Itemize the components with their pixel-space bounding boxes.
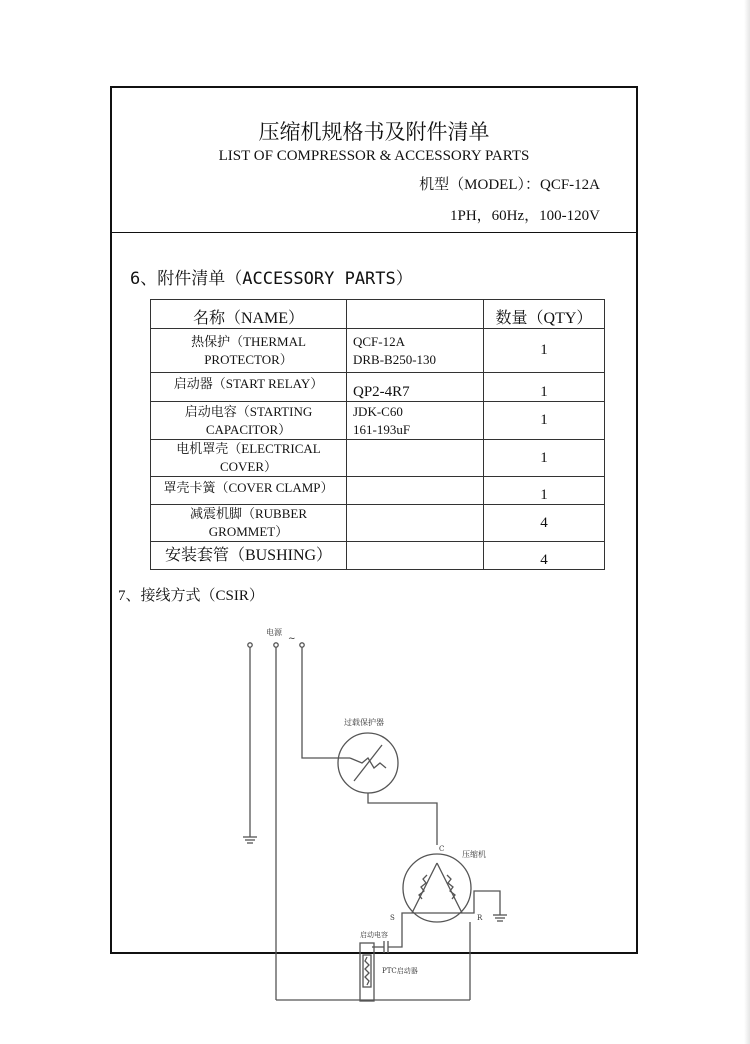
ptc-relay-box bbox=[360, 943, 374, 1001]
power-label: 电源 bbox=[266, 628, 282, 637]
terminal-r-label: R bbox=[477, 914, 483, 922]
spec-line-2: 161-193uF bbox=[353, 421, 411, 437]
model-line: 机型（MODEL）：QCF-12A bbox=[419, 177, 600, 193]
name-line-1: 启动电容（STARTING bbox=[184, 403, 313, 419]
column-header-spec bbox=[347, 300, 484, 329]
ptc-label: PTC启动器 bbox=[382, 967, 418, 975]
power-line: 1PH，60Hz，100-120V bbox=[450, 208, 600, 224]
header-divider bbox=[112, 232, 636, 233]
spec-line-1: QCF-12A bbox=[353, 333, 406, 349]
page-edge bbox=[744, 0, 750, 1044]
ac-symbol: ~ bbox=[288, 634, 296, 644]
name-line-2: CAPACITOR） bbox=[205, 421, 292, 437]
wiring-diagram bbox=[242, 613, 532, 975]
power-terminal-neutral bbox=[300, 643, 304, 647]
spec-line-1: JDK-C60 bbox=[353, 403, 403, 419]
column-header-name: 名称（NAME） bbox=[151, 300, 347, 329]
section-7-heading: 7、接线方式（CSIR） bbox=[118, 588, 264, 604]
name-cell bbox=[151, 477, 347, 505]
spec-cell bbox=[347, 373, 484, 402]
qty-cell: 4 bbox=[484, 505, 605, 542]
spec-line-1: QP2-4R7 bbox=[353, 384, 410, 400]
qty-cell: 1 bbox=[484, 402, 605, 440]
protector-to-c-wire bbox=[368, 793, 437, 845]
table-row bbox=[151, 440, 605, 477]
table-row bbox=[151, 505, 605, 542]
name-line-1: 电机罩壳（ELECTRICAL bbox=[176, 441, 321, 456]
ground-symbol-left bbox=[243, 837, 257, 843]
column-header-qty: 数量（QTY） bbox=[484, 300, 605, 329]
table-row bbox=[151, 477, 605, 505]
title-english: LIST OF COMPRESSOR & ACCESSORY PARTS bbox=[218, 148, 530, 164]
spec-cell bbox=[347, 329, 484, 373]
spec-sheet-frame bbox=[110, 86, 638, 975]
qty-cell: 1 bbox=[484, 440, 605, 477]
qty-cell: 1 bbox=[484, 373, 605, 402]
name-line-1: 安装套管（BUSHING） bbox=[164, 546, 333, 564]
terminal-s-label: S bbox=[390, 914, 395, 922]
spec-cell bbox=[347, 402, 484, 440]
name-cell bbox=[151, 505, 347, 542]
protector-bimetal bbox=[354, 745, 382, 781]
name-line-1: 热保护（THERMAL bbox=[191, 333, 306, 349]
qty-cell: 4 bbox=[484, 542, 605, 570]
accessory-table bbox=[150, 299, 605, 570]
spec-cell bbox=[347, 505, 484, 542]
table-header-row bbox=[151, 300, 605, 329]
compressor-label: 压缩机 bbox=[462, 850, 486, 859]
name-cell bbox=[151, 329, 347, 373]
name-cell bbox=[151, 542, 347, 570]
capacitor-label: 启动电容 bbox=[360, 931, 388, 939]
name-cell bbox=[151, 373, 347, 402]
qty-cell: 1 bbox=[484, 329, 605, 373]
start-capacitor bbox=[384, 941, 388, 953]
name-cell bbox=[151, 402, 347, 440]
power-terminal-ground bbox=[248, 643, 252, 647]
power-terminal-line bbox=[274, 643, 278, 647]
name-line-2: PROTECTOR） bbox=[204, 351, 293, 367]
ptc-element bbox=[365, 957, 369, 985]
table-row bbox=[151, 329, 605, 373]
name-line-1: 启动器（START RELAY） bbox=[173, 376, 324, 391]
spec-cell bbox=[347, 477, 484, 505]
table-row bbox=[151, 373, 605, 402]
name-line-1: 减震机脚（RUBBER bbox=[189, 506, 307, 521]
name-line-2: GROMMET） bbox=[208, 524, 289, 539]
spec-cell bbox=[347, 440, 484, 477]
qty-cell: 1 bbox=[484, 477, 605, 505]
table-row bbox=[151, 542, 605, 570]
terminal-c-label: C bbox=[439, 845, 445, 853]
name-cell bbox=[151, 440, 347, 477]
table-row bbox=[151, 402, 605, 440]
section-6-heading: 6、附件清单（ACCESSORY PARTS） bbox=[130, 269, 413, 289]
ground-symbol-right bbox=[493, 915, 507, 921]
protector-label: 过载保护器 bbox=[344, 718, 384, 727]
motor-windings bbox=[412, 863, 462, 913]
neutral-wire bbox=[302, 647, 350, 758]
name-line-1: 罩壳卡簧（COVER CLAMP） bbox=[163, 480, 334, 495]
title-chinese: 压缩机规格书及附件清单 bbox=[258, 120, 490, 144]
spec-cell bbox=[347, 542, 484, 570]
name-line-2: COVER） bbox=[219, 459, 278, 474]
spec-line-2: DRB-B250-130 bbox=[353, 351, 437, 367]
